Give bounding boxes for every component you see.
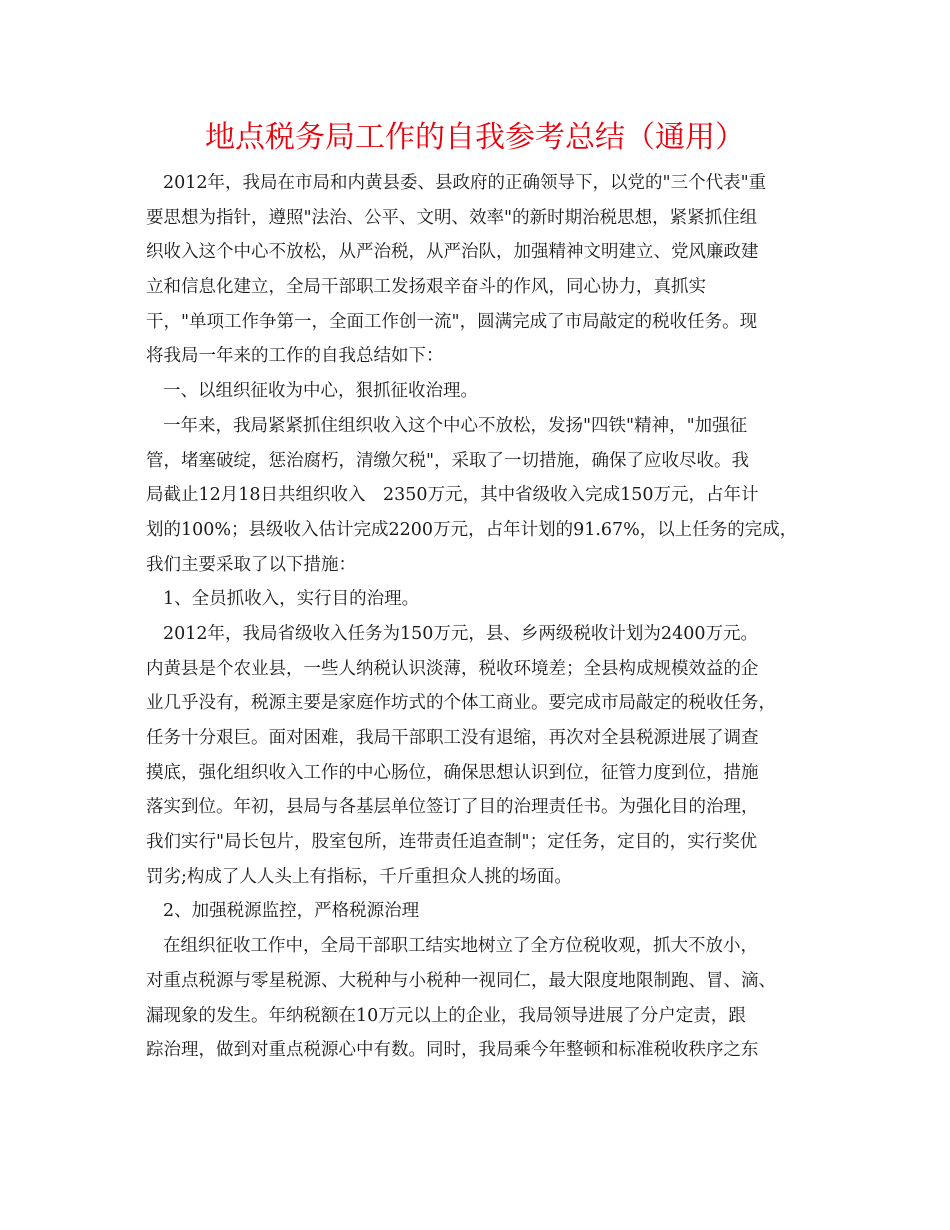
text-line: 2012年，我局省级收入任务为150万元，县、乡两级税收计划为2400万元。 bbox=[163, 623, 758, 644]
text-line: 踪治理，做到对重点税源心中有数。同时，我局乘今年整顿和标准税收秩序之东 bbox=[146, 1040, 759, 1061]
text-line: 一年来，我局紧紧抓住组织收入这个中心不放松，发扬"四铁"精神，"加强征 bbox=[163, 415, 748, 436]
text-line: 织收入这个中心不放松，从严治税，从严治队，加强精神文明建立、党风廉政建 bbox=[146, 242, 759, 263]
text-line: 内黄县是个农业县，一些人纳税认识淡薄，税收环境差；全县构成规模效益的企 bbox=[146, 658, 759, 679]
text-line: 要思想为指针，遵照"法治、公平、文明、效率"的新时期治税思想，紧紧抓住组 bbox=[146, 207, 758, 228]
text-line: 在组织征收工作中，全局干部职工结实地树立了全方位税收观，抓大不放小， bbox=[163, 936, 758, 957]
text-line: 2012年，我局在市局和内黄县委、县政府的正确领导下，以党的"三个代表"重 bbox=[163, 173, 767, 193]
text-line: 一、以组织征收为中心，狠抓征收治理。 bbox=[163, 381, 478, 402]
text-line: 2、加强税源监控，严格税源治理 bbox=[163, 901, 420, 922]
text-line: 我们实行"局长包片，股室包所，连带责任追查制"；定任务，定目的，实行奖优 bbox=[146, 832, 758, 853]
text-line: 我们主要采取了以下措施： bbox=[146, 554, 356, 575]
text-line: 任务十分艰巨。面对困难，我局干部职工没有退缩，再次对全县税源进展了调查 bbox=[146, 728, 759, 748]
text-line: 落实到位。年初，县局与各基层单位签订了目的治理责任书。为强化目的治理， bbox=[146, 797, 759, 818]
text-line: 干，"单项工作争第一，全面工作创一流"，圆满完成了市局敲定的税收任务。现 bbox=[146, 311, 758, 332]
text-line: 漏现象的发生。年纳税额在10万元以上的企业，我局领导进展了分户定责，跟 bbox=[146, 1005, 746, 1026]
text-line: 对重点税源与零星税源、大税种与小税种一视同仁，最大限度地限制跑、冒、滴、 bbox=[146, 970, 776, 991]
text-line: 立和信息化建立，全局干部职工发扬艰辛奋斗的作风，同心协力，真抓实 bbox=[146, 277, 706, 298]
text-line: 1、全员抓收入，实行目的治理。 bbox=[163, 589, 420, 610]
text-line: 业几乎没有，税源主要是家庭作坊式的个体工商业。要完成市局敲定的税收任务， bbox=[146, 693, 776, 714]
text-line: 罚劣;构成了人人头上有指标，千斤重担众人挑的场面。 bbox=[146, 866, 572, 887]
text-line: 划的100%；县级收入估计完成2200万元，占年计划的91.67%，以上任务的完成， bbox=[146, 519, 798, 540]
document-title: 地点税务局工作的自我参考总结（通用） bbox=[205, 120, 745, 155]
text-line: 将我局一年来的工作的自我总结如下： bbox=[146, 346, 444, 367]
text-line: 局截止12月18日共组织收入 2350万元，其中省级收入完成150万元，占年计 bbox=[146, 485, 759, 506]
text-line: 管，堵塞破绽，惩治腐朽，清缴欠税"，采取了一切措施，确保了应收尽收。我 bbox=[146, 450, 750, 471]
text-line: 摸底，强化组织收入工作的中心肠位，确保思想认识到位，征管力度到位，措施 bbox=[146, 762, 759, 783]
document-body bbox=[146, 166, 816, 1068]
